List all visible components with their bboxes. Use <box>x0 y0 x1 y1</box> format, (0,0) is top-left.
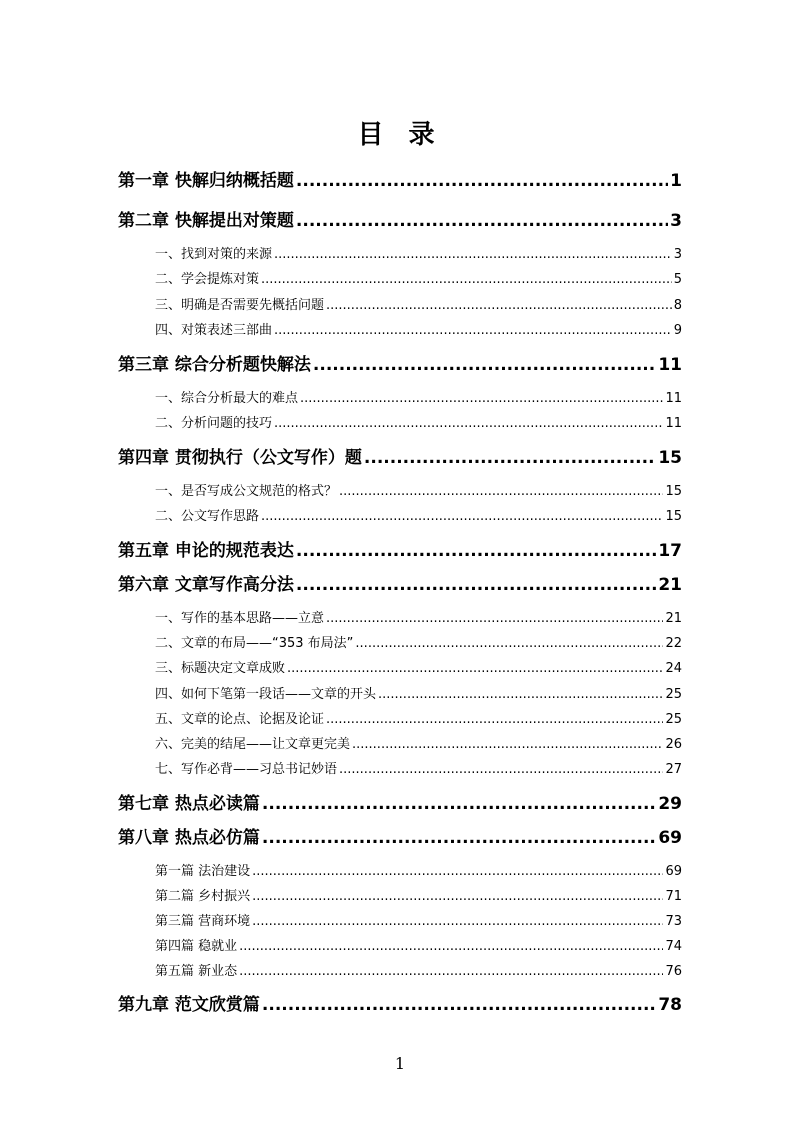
page-number: 1 <box>394 1054 406 1073</box>
toc-entry-label: 第四章 贯彻执行（公文写作）题 <box>118 448 362 468</box>
toc-dot-leader <box>262 825 656 851</box>
toc-entry-page: 15 <box>658 448 682 468</box>
toc-entry-page: 15 <box>665 509 682 524</box>
toc-entry-page: 71 <box>665 889 682 904</box>
toc-dot-leader <box>296 538 656 564</box>
toc-dot-leader <box>352 735 663 755</box>
toc-dot-leader <box>339 482 663 502</box>
toc-dot-leader <box>296 572 656 598</box>
toc-entry-page: 21 <box>665 611 682 626</box>
toc-entry-page: 3 <box>670 211 682 231</box>
toc-entry-page: 11 <box>665 416 682 431</box>
toc-section-entry[interactable] <box>155 270 682 290</box>
toc-entry-page: 11 <box>665 391 682 406</box>
toc-section-entry[interactable] <box>155 245 682 265</box>
toc-chapter-entry[interactable] <box>118 992 682 1018</box>
toc-entry-label: 一、写作的基本思路——立意 <box>155 611 325 626</box>
toc-entry-page: 25 <box>665 712 682 727</box>
toc-entry-label: 第四篇 稳就业 <box>155 939 238 954</box>
toc-title: 目 录 <box>357 120 443 150</box>
toc-section-entry[interactable] <box>155 760 682 780</box>
toc-dot-leader <box>274 321 672 341</box>
toc-dot-leader <box>364 445 656 471</box>
toc-section-entry[interactable] <box>155 321 682 341</box>
toc-dot-leader <box>339 760 663 780</box>
toc-entry-page: 69 <box>658 828 682 848</box>
toc-chapter-entry[interactable] <box>118 208 682 234</box>
toc-section-entry[interactable] <box>155 414 682 434</box>
toc-entry-page: 25 <box>665 687 682 702</box>
toc-entry-page: 9 <box>673 323 682 338</box>
toc-dot-leader <box>252 887 663 907</box>
toc-section-entry[interactable] <box>155 887 682 907</box>
toc-entry-label: 二、学会提炼对策 <box>155 272 260 287</box>
toc-dot-leader <box>261 270 672 290</box>
toc-entry-label: 第三篇 营商环境 <box>155 914 251 929</box>
toc-section-entry[interactable] <box>155 609 682 629</box>
toc-entry-label: 一、综合分析最大的难点 <box>155 391 299 406</box>
toc-entry-page: 15 <box>665 484 682 499</box>
toc-entry-label: 第六章 文章写作高分法 <box>118 575 294 595</box>
toc-dot-leader <box>296 168 668 194</box>
toc-entry-label: 五、文章的论点、论据及论证 <box>155 712 325 727</box>
toc-entry-page: 8 <box>673 298 682 313</box>
toc-entry-label: 三、标题决定文章成败 <box>155 661 286 676</box>
toc-entry-page: 22 <box>665 636 682 651</box>
toc-entry-label: 四、如何下笔第一段话——文章的开头 <box>155 687 377 702</box>
toc-entry-label: 第一章 快解归纳概括题 <box>118 171 294 191</box>
toc-entry-page: 78 <box>658 995 682 1015</box>
toc-entry-page: 5 <box>673 272 682 287</box>
toc-section-entry[interactable] <box>155 659 682 679</box>
toc-dot-leader <box>239 937 663 957</box>
toc-entry-label: 第三章 综合分析题快解法 <box>118 355 311 375</box>
toc-entry-label: 二、分析问题的技巧 <box>155 416 273 431</box>
toc-chapter-entry[interactable] <box>118 538 682 564</box>
toc-dot-leader <box>252 862 663 882</box>
toc-dot-leader <box>274 245 672 265</box>
toc-entry-page: 74 <box>665 939 682 954</box>
toc-section-entry[interactable] <box>155 735 682 755</box>
toc-dot-leader <box>326 710 663 730</box>
toc-entry-label: 三、明确是否需要先概括问题 <box>155 298 325 313</box>
toc-section-entry[interactable] <box>155 685 682 705</box>
toc-entry-page: 24 <box>665 661 682 676</box>
toc-entry-label: 第五篇 新业态 <box>155 964 238 979</box>
toc-entry-page: 76 <box>665 964 682 979</box>
toc-dot-leader <box>287 659 663 679</box>
toc-dot-leader <box>262 992 656 1018</box>
toc-dot-leader <box>296 208 668 234</box>
toc-chapter-entry[interactable] <box>118 791 682 817</box>
toc-entry-label: 第八章 热点必仿篇 <box>118 828 260 848</box>
toc-entry-page: 73 <box>665 914 682 929</box>
toc-entry-page: 26 <box>665 737 682 752</box>
toc-section-entry[interactable] <box>155 937 682 957</box>
toc-entry-label: 第二章 快解提出对策题 <box>118 211 294 231</box>
toc-section-entry[interactable] <box>155 482 682 502</box>
toc-entry-page: 69 <box>665 864 682 879</box>
toc-chapter-entry[interactable] <box>118 168 682 194</box>
toc-dot-leader <box>355 634 663 654</box>
toc-dot-leader <box>252 912 663 932</box>
toc-entry-page: 29 <box>658 794 682 814</box>
toc-dot-leader <box>326 609 663 629</box>
toc-section-entry[interactable] <box>155 962 682 982</box>
toc-chapter-entry[interactable] <box>118 572 682 598</box>
toc-chapter-entry[interactable] <box>118 352 682 378</box>
toc-entry-label: 第九章 范文欣赏篇 <box>118 995 260 1015</box>
toc-chapter-entry[interactable] <box>118 445 682 471</box>
toc-entry-page: 1 <box>670 171 682 191</box>
toc-entry-page: 27 <box>665 762 682 777</box>
toc-dot-leader <box>274 414 663 434</box>
toc-entry-page: 11 <box>658 355 682 375</box>
toc-entry-label: 第二篇 乡村振兴 <box>155 889 251 904</box>
toc-dot-leader <box>261 507 663 527</box>
toc-entry-page: 21 <box>658 575 682 595</box>
toc-entry-label: 第七章 热点必读篇 <box>118 794 260 814</box>
toc-section-entry[interactable] <box>155 296 682 316</box>
toc-section-entry[interactable] <box>155 710 682 730</box>
toc-entry-label: 四、对策表述三部曲 <box>155 323 273 338</box>
toc-chapter-entry[interactable] <box>118 825 682 851</box>
toc-section-entry[interactable] <box>155 507 682 527</box>
toc-dot-leader <box>326 296 672 316</box>
toc-entry-label: 一、是否写成公文规范的格式？ <box>155 484 338 499</box>
toc-section-entry[interactable] <box>155 389 682 409</box>
toc-entry-label: 六、完美的结尾——让文章更完美 <box>155 737 351 752</box>
toc-entry-page: 3 <box>673 247 682 262</box>
toc-entry-label: 第一篇 法治建设 <box>155 864 251 879</box>
toc-section-entry[interactable] <box>155 634 682 654</box>
toc-dot-leader <box>378 685 663 705</box>
toc-entry-label: 第五章 申论的规范表达 <box>118 541 294 561</box>
toc-dot-leader <box>239 962 663 982</box>
toc-section-entry[interactable] <box>155 912 682 932</box>
toc-dot-leader <box>262 791 656 817</box>
toc-section-entry[interactable] <box>155 862 682 882</box>
toc-entry-label: 一、找到对策的来源 <box>155 247 273 262</box>
toc-entry-label: 二、公文写作思路 <box>155 509 260 524</box>
toc-dot-leader <box>313 352 656 378</box>
toc-entry-label: 二、文章的布局——“353 布局法” <box>155 636 354 651</box>
toc-entry-label: 七、写作必背——习总书记妙语 <box>155 762 338 777</box>
toc-entry-page: 17 <box>658 541 682 561</box>
toc-dot-leader <box>300 389 663 409</box>
